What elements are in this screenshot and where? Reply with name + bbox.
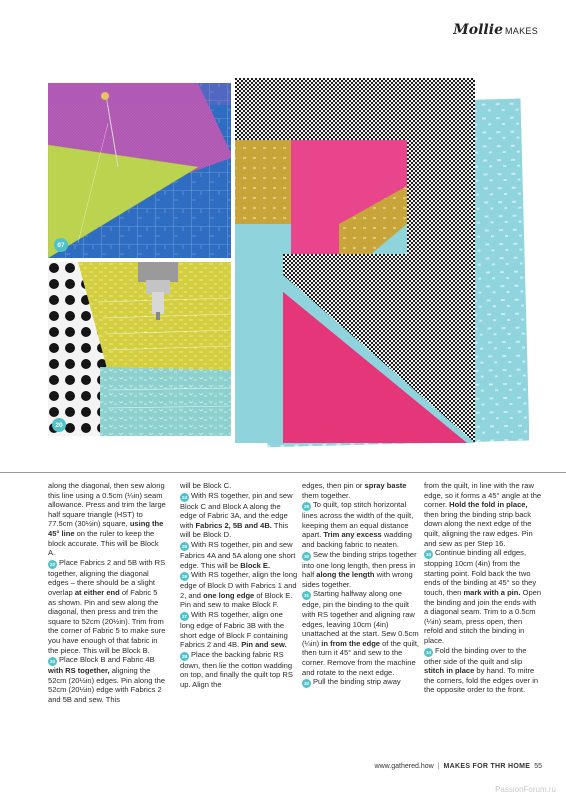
instruction-text bbox=[48, 558, 166, 655]
text-run: of Block E. Pin and sew to make Block F. bbox=[180, 590, 293, 610]
text-run: Place Block B and Fabric 4B bbox=[59, 655, 155, 665]
text-run: from the quilt, in line with the raw edge, so it forms a 45° angle at the corner. bbox=[424, 481, 542, 510]
step-number-badge: 28 bbox=[181, 653, 188, 659]
instruction-text bbox=[180, 540, 298, 570]
step-number-badge: 33 bbox=[425, 552, 432, 558]
instruction-text bbox=[302, 550, 420, 590]
text-run: edges, then pin or bbox=[302, 481, 365, 490]
instruction-text bbox=[48, 655, 166, 704]
text-run: This will be Block D. bbox=[180, 520, 289, 540]
text-run: Starting halfway along one edge, pin the binding to the quilt with RS together and aligning raw edges, leaving 10cm (4in) unattached at the start. Sew 0.5cm (¼in) bbox=[302, 589, 419, 648]
instruction-text bbox=[424, 481, 542, 548]
step-badge: 20 bbox=[52, 418, 66, 432]
bold-phrase: one long edge bbox=[203, 590, 255, 600]
step-number-badge: 23 bbox=[49, 659, 56, 665]
instruction-text bbox=[302, 677, 420, 688]
text-run: With RS together, align one long edge of Fabric 3B with the short edge of Block F containing Fabrics 2 and 4B. bbox=[180, 609, 288, 650]
bold-phrase: along the length bbox=[316, 570, 375, 580]
bold-phrase: Block E. bbox=[240, 560, 271, 570]
bold-phrase: using the 45° line bbox=[48, 519, 164, 538]
text-run: Fold the binding over to the other side of the quilt and slip bbox=[424, 645, 527, 666]
footer-separator: | bbox=[437, 763, 440, 770]
site-url: www.gathered.how bbox=[374, 763, 434, 770]
bold-phrase: spray baste bbox=[364, 481, 407, 490]
step-number-badge: 31 bbox=[303, 593, 310, 599]
finished-quilt-photo bbox=[231, 74, 529, 452]
text-run: will be Block C. bbox=[180, 481, 232, 490]
text-run: With RS together, pin and sew Block C and Block A along the edge of Fabric 3A, and the edge with bbox=[180, 490, 293, 530]
watermark: PassionForum.ru bbox=[495, 785, 556, 794]
step-number-badge: 22 bbox=[49, 561, 56, 567]
step-number-badge: 34 bbox=[425, 649, 432, 655]
section-divider bbox=[0, 472, 566, 473]
quilting-photo-illustration bbox=[48, 262, 231, 436]
page-footer bbox=[375, 763, 542, 770]
bold-phrase: at either end bbox=[74, 587, 120, 597]
masthead bbox=[453, 22, 538, 38]
step-badge: 07 bbox=[54, 238, 68, 252]
text-run: aligning the 52cm (20½in) edges. Pin along the 52cm (20½in) edge with Fabrics 2 and 5B and sew. This bbox=[48, 666, 166, 704]
bold-phrase: Trim any excess bbox=[323, 530, 382, 540]
instruction-text bbox=[48, 481, 166, 558]
step-number-badge: 30 bbox=[303, 553, 310, 559]
text-run: Pull the binding strip away bbox=[313, 677, 401, 687]
section-title: MAKES FOR THR HOME bbox=[443, 763, 531, 770]
instruction-text bbox=[302, 589, 420, 677]
bold-phrase: in from the edge bbox=[321, 638, 380, 648]
instruction-text bbox=[180, 481, 298, 491]
text-run: To quilt, top stitch horizontal lines across the width of the quilt, keeping them an equal distance apart. bbox=[302, 500, 414, 540]
bold-phrase: stitch in place bbox=[424, 666, 475, 676]
instruction-text bbox=[180, 610, 298, 650]
triangle-photo-illustration bbox=[48, 83, 231, 258]
step-number-badge: 26 bbox=[181, 574, 188, 580]
bold-phrase: Pin and sew. bbox=[241, 640, 287, 650]
instructions-column-4 bbox=[424, 481, 542, 695]
brand-subtitle: MAKES bbox=[504, 26, 538, 36]
text-run: with wrong sides together. bbox=[302, 570, 413, 589]
bold-phrase: mark with a pin. bbox=[463, 587, 521, 597]
instructions-column-1 bbox=[48, 481, 166, 704]
text-run: Place Fabrics 2 and 5B with RS together, aligning the diagonal edges – there should be a slight overlap bbox=[48, 557, 166, 597]
text-run: wadding and backing fabric to neaten. bbox=[302, 530, 412, 549]
instruction-text bbox=[180, 491, 298, 540]
bold-phrase: with RS together, bbox=[48, 666, 110, 676]
instruction-text bbox=[302, 481, 420, 500]
text-run: along the diagonal, then sew along this line using a 0.5cm (¼in) seam allowance. Press and trim the large half square triangle (HST) to 77.5cm (30½in) square, bbox=[48, 481, 166, 529]
instruction-text bbox=[424, 646, 542, 695]
bold-phrase: Fabrics 2, 5B and 4B. bbox=[195, 520, 272, 530]
instruction-text bbox=[180, 570, 298, 610]
text-run: on the ruler to keep the block accurate. This will be Block A. bbox=[48, 528, 159, 558]
instruction-text bbox=[424, 548, 542, 645]
bold-phrase: Hold the fold in place, bbox=[449, 500, 528, 510]
instruction-text bbox=[180, 650, 298, 690]
step-photo-triangle bbox=[48, 83, 231, 258]
text-run: Open the binding and join the ends with a diagonal seam. Trim to a 0.5cm (¼in) seam, press open, then refold and stitch the binding in place. bbox=[424, 587, 542, 645]
instructions-column-3 bbox=[302, 481, 420, 688]
step-photo-quilting bbox=[48, 262, 231, 436]
brand-logo: Mollie bbox=[453, 22, 503, 38]
text-run: of the quilt, then turn it 45° and sew to the corner. Remove from the machine and rotate to the next edge. bbox=[302, 638, 420, 677]
step-number-badge: 24 bbox=[181, 494, 188, 500]
quilt-illustration bbox=[231, 74, 529, 452]
instructions-column-2 bbox=[180, 481, 298, 690]
text-run: by hand. To mitre the corners, fold the edges over in the opposite order to the front. bbox=[424, 666, 539, 695]
text-run: Continue binding all edges, stopping 10cm (4in) from the starting point. Fold back the two ends of the binding at 45° so they touch, then bbox=[424, 548, 537, 597]
text-run: With RS together, align the long edge of Block D with Fabrics 1 and 2, and bbox=[180, 570, 298, 600]
page-number: 55 bbox=[534, 763, 542, 770]
step-number-badge: 25 bbox=[181, 543, 188, 549]
text-run: Place the backing fabric RS down, then lie the cotton wadding on top, and finally the quilt top RS up. Align the bbox=[180, 649, 293, 689]
text-run: With RS together, pin and sew Fabrics 4A and 5A along one short edge. This will be bbox=[180, 539, 296, 570]
instruction-text bbox=[302, 500, 420, 549]
step-number-badge: 32 bbox=[303, 681, 310, 687]
text-run: then bring the binding strip back down along the next edge of the quilt, aligning the raw edges. Pin and sew as per Step 16. bbox=[424, 509, 533, 548]
text-run: of Fabric 5 as shown. Pin and sew along the diagonal, then press and trim the square to 52cm (20½in). Trim from the corner of Fabric 5 to make sure you have enough of that fabric in the piece. This will be Block B. bbox=[48, 587, 166, 655]
step-number-badge: 27 bbox=[181, 613, 188, 619]
text-run: Sew the binding strips together into one long length, then press in half bbox=[302, 549, 417, 580]
step-number-badge: 29 bbox=[303, 504, 310, 510]
text-run: them together. bbox=[302, 490, 351, 500]
